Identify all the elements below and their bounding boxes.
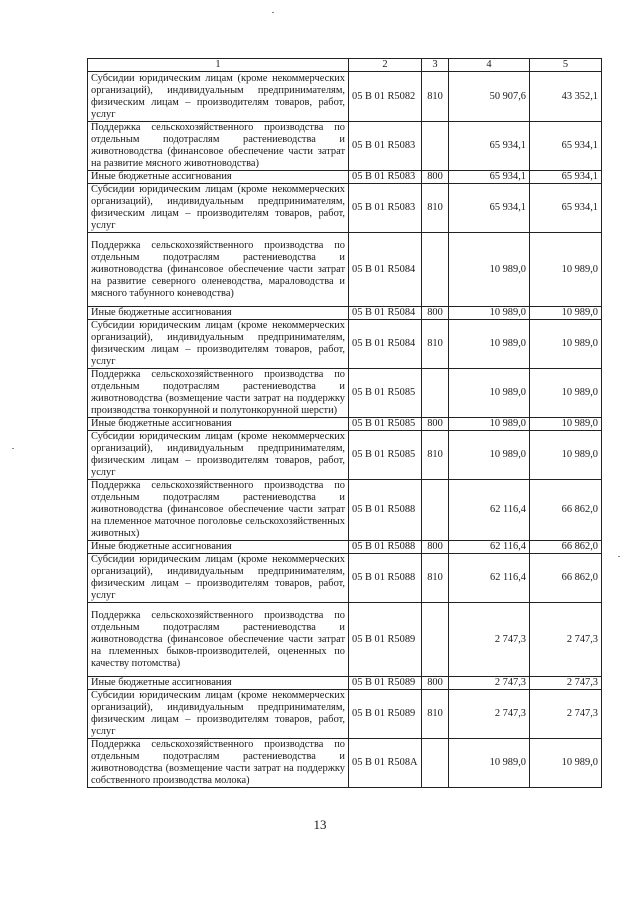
- row-code-cell: 05 В 01 R5084: [349, 307, 422, 320]
- row-expense-type-cell: 800: [422, 418, 449, 431]
- row-amount-col5-cell: 43 352,1: [530, 72, 602, 122]
- row-code-cell: 05 В 01 R5084: [349, 320, 422, 369]
- row-expense-type-cell: 800: [422, 307, 449, 320]
- row-expense-type-cell: 800: [422, 677, 449, 690]
- row-name-cell: Субсидии юридическим лицам (кроме некоммерческих организаций), индивидуальным предпринимателям, физическим лицам – производителям товаров, работ, услуг: [88, 184, 349, 233]
- row-name-cell: Субсидии юридическим лицам (кроме некоммерческих организаций), индивидуальным предпринимателям, физическим лицам – производителям товаров, работ, услуг: [88, 690, 349, 739]
- row-amount-col5-cell: 10 989,0: [530, 418, 602, 431]
- row-amount-col5-cell: 2 747,3: [530, 677, 602, 690]
- row-code-cell: 05 В 01 R5085: [349, 418, 422, 431]
- row-name-cell: Поддержка сельскохозяйственного производства по отдельным подотраслям растениеводства и животноводства (финансовое обеспечение части затрат на племенное маточное поголовье сельскохозяйственных животных): [88, 480, 349, 541]
- row-code-cell: 05 В 01 R5085: [349, 431, 422, 480]
- table-row: [88, 72, 602, 122]
- scan-speck: [12, 448, 14, 449]
- row-name-cell: Иные бюджетные ассигнования: [88, 541, 349, 554]
- row-expense-type-cell: 810: [422, 431, 449, 480]
- row-code-cell: 05 В 01 R5083: [349, 171, 422, 184]
- row-expense-type-cell: 810: [422, 184, 449, 233]
- column-header: 2: [349, 59, 422, 72]
- table-body: [88, 72, 602, 788]
- row-name-cell: Иные бюджетные ассигнования: [88, 418, 349, 431]
- row-amount-col4-cell: 65 934,1: [449, 171, 530, 184]
- row-amount-col4-cell: 2 747,3: [449, 677, 530, 690]
- row-expense-type-cell: [422, 739, 449, 788]
- row-name-cell: Поддержка сельскохозяйственного производства по отдельным подотраслям растениеводства и животноводства (возмещение части затрат на поддержку собственного производства молока): [88, 739, 349, 788]
- table-row: [88, 431, 602, 480]
- table-row: [88, 541, 602, 554]
- row-amount-col5-cell: 65 934,1: [530, 122, 602, 171]
- row-name-cell: Субсидии юридическим лицам (кроме некоммерческих организаций), индивидуальным предпринимателям, физическим лицам – производителям товаров, работ, услуг: [88, 72, 349, 122]
- row-amount-col5-cell: 66 862,0: [530, 554, 602, 603]
- table-row: [88, 603, 602, 677]
- row-expense-type-cell: 800: [422, 171, 449, 184]
- row-code-cell: 05 В 01 R5085: [349, 369, 422, 418]
- row-amount-col4-cell: 62 116,4: [449, 554, 530, 603]
- row-amount-col5-cell: 66 862,0: [530, 480, 602, 541]
- row-amount-col4-cell: 62 116,4: [449, 480, 530, 541]
- row-expense-type-cell: 810: [422, 320, 449, 369]
- table-row: [88, 739, 602, 788]
- scan-speck: [618, 556, 620, 557]
- table-row: [88, 554, 602, 603]
- column-header: 1: [88, 59, 349, 72]
- scan-speck: [272, 12, 274, 13]
- table-row: [88, 184, 602, 233]
- row-amount-col4-cell: 2 747,3: [449, 603, 530, 677]
- row-amount-col5-cell: 65 934,1: [530, 171, 602, 184]
- row-name-cell: Субсидии юридическим лицам (кроме некоммерческих организаций), индивидуальным предпринимателям, физическим лицам – производителям товаров, работ, услуг: [88, 431, 349, 480]
- row-code-cell: 05 В 01 R5083: [349, 184, 422, 233]
- row-expense-type-cell: [422, 233, 449, 307]
- row-amount-col4-cell: 65 934,1: [449, 184, 530, 233]
- row-amount-col5-cell: 10 989,0: [530, 320, 602, 369]
- column-header: 5: [530, 59, 602, 72]
- column-header: 3: [422, 59, 449, 72]
- row-amount-col4-cell: 2 747,3: [449, 690, 530, 739]
- row-code-cell: 05 В 01 R5082: [349, 72, 422, 122]
- row-amount-col5-cell: 2 747,3: [530, 690, 602, 739]
- row-amount-col4-cell: 10 989,0: [449, 739, 530, 788]
- row-amount-col4-cell: 62 116,4: [449, 541, 530, 554]
- row-amount-col4-cell: 50 907,6: [449, 72, 530, 122]
- row-amount-col5-cell: 10 989,0: [530, 307, 602, 320]
- row-amount-col4-cell: 10 989,0: [449, 307, 530, 320]
- table-row: [88, 320, 602, 369]
- table-row: [88, 677, 602, 690]
- row-expense-type-cell: [422, 369, 449, 418]
- row-name-cell: Иные бюджетные ассигнования: [88, 677, 349, 690]
- row-expense-type-cell: [422, 603, 449, 677]
- row-amount-col5-cell: 10 989,0: [530, 739, 602, 788]
- row-amount-col4-cell: 10 989,0: [449, 418, 530, 431]
- row-amount-col4-cell: 10 989,0: [449, 233, 530, 307]
- row-name-cell: Субсидии юридическим лицам (кроме некоммерческих организаций), индивидуальным предпринимателям, физическим лицам – производителям товаров, работ, услуг: [88, 320, 349, 369]
- page-number: 13: [313, 817, 327, 832]
- row-name-cell: Иные бюджетные ассигнования: [88, 171, 349, 184]
- row-expense-type-cell: 810: [422, 554, 449, 603]
- row-expense-type-cell: 810: [422, 72, 449, 122]
- table-row: [88, 171, 602, 184]
- row-code-cell: 05 В 01 R5083: [349, 122, 422, 171]
- row-amount-col5-cell: 66 862,0: [530, 541, 602, 554]
- row-name-cell: Поддержка сельскохозяйственного производства по отдельным подотраслям растениеводства и животноводства (возмещение части затрат на поддержку производства тонкорунной и полутонкорунной шерсти): [88, 369, 349, 418]
- row-expense-type-cell: [422, 480, 449, 541]
- row-amount-col5-cell: 10 989,0: [530, 369, 602, 418]
- row-code-cell: 05 В 01 R5088: [349, 554, 422, 603]
- row-expense-type-cell: [422, 122, 449, 171]
- table-row: [88, 369, 602, 418]
- row-amount-col5-cell: 10 989,0: [530, 233, 602, 307]
- row-code-cell: 05 В 01 R5084: [349, 233, 422, 307]
- budget-table: [87, 58, 602, 788]
- row-expense-type-cell: 800: [422, 541, 449, 554]
- table-row: [88, 122, 602, 171]
- row-name-cell: Поддержка сельскохозяйственного производства по отдельным подотраслям растениеводства и животноводства (финансовое обеспечение части затрат на развитие мясного животноводства): [88, 122, 349, 171]
- row-amount-col5-cell: 65 934,1: [530, 184, 602, 233]
- table-row: [88, 690, 602, 739]
- table-row: [88, 307, 602, 320]
- row-amount-col4-cell: 10 989,0: [449, 320, 530, 369]
- row-code-cell: 05 В 01 R508А: [349, 739, 422, 788]
- row-amount-col4-cell: 10 989,0: [449, 369, 530, 418]
- row-code-cell: 05 В 01 R5089: [349, 603, 422, 677]
- table-row: [88, 480, 602, 541]
- row-amount-col5-cell: 2 747,3: [530, 603, 602, 677]
- row-name-cell: Поддержка сельскохозяйственного производства по отдельным подотраслям растениеводства и животноводства (финансовое обеспечение части затрат на племенных быков-производителей, оцененных по качеству потомства): [88, 603, 349, 677]
- row-amount-col5-cell: 10 989,0: [530, 431, 602, 480]
- row-name-cell: Субсидии юридическим лицам (кроме некоммерческих организаций), индивидуальным предпринимателям, физическим лицам – производителям товаров, работ, услуг: [88, 554, 349, 603]
- row-code-cell: 05 В 01 R5089: [349, 690, 422, 739]
- row-name-cell: Иные бюджетные ассигнования: [88, 307, 349, 320]
- row-code-cell: 05 В 01 R5088: [349, 480, 422, 541]
- row-amount-col4-cell: 65 934,1: [449, 122, 530, 171]
- row-code-cell: 05 В 01 R5089: [349, 677, 422, 690]
- row-code-cell: 05 В 01 R5088: [349, 541, 422, 554]
- table-row: [88, 418, 602, 431]
- row-name-cell: Поддержка сельскохозяйственного производства по отдельным подотраслям растениеводства и животноводства (финансовое обеспечение части затрат на развитие северного оленеводства, мараловодства и мясного табунного коневодства): [88, 233, 349, 307]
- table-row: [88, 233, 602, 307]
- row-expense-type-cell: 810: [422, 690, 449, 739]
- row-amount-col4-cell: 10 989,0: [449, 431, 530, 480]
- column-header: 4: [449, 59, 530, 72]
- table-header-row: [88, 59, 602, 72]
